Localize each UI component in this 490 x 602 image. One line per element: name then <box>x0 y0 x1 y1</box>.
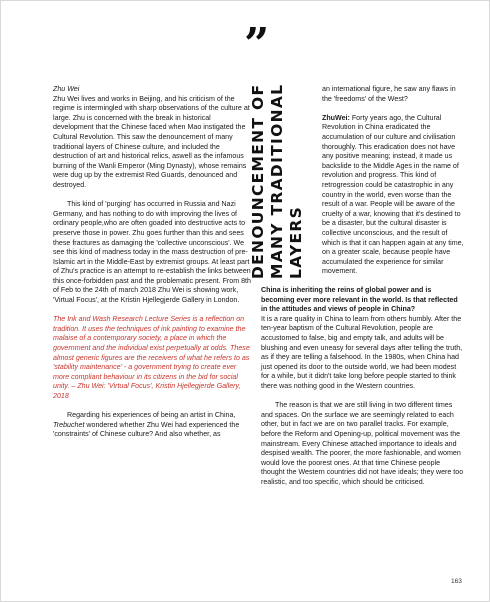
answer-label: ZhuWei: <box>322 113 350 122</box>
answer-paragraph-2: The reason is that we are still living in two different times and spaces. On the surface we are seemingly related to each other, but in fact we are on two parallel tracks. For example, before the Reform and Opening-up, political movement was the mainstream. Every Chinese attached importance to ideals and despised wealth. The poorer, the more fashionable, and women would love the poorest ones. At that time Chinese people thought the Western countries did not have ideals; they were too realistic, and too specific, which should be criticised. <box>261 401 464 486</box>
paragraph-purging: This kind of 'purging' has occurred in Russia and Nazi Germany, and has nothing to do with improving the lives of ordinary people,who are often goaded into destructive acts to preserve those in power. Zhu goes further than this and sees these fractures as damaging the 'collective unconscious'. We see this kind of madness today in the mass destruction of pre-Islamic art in the Middle-East by extremist groups. At least part of Zhu's practice is an attempt to re-establish the links between this once-forbidden past and the problematic present. From 8th of Feb to the 24th of march 2018 Zhu Wei is showing work, 'Virtual Focus', at the Kristin Hjellegjerde Gallery in London. <box>53 200 251 305</box>
red-quote <box>53 315 253 401</box>
interview-question: China is inheriting the reins of global power and is becoming ever more relevant in the world. Is that reflected in the attitudes and views of people in China? <box>261 286 458 314</box>
paragraph-question-intro <box>53 411 253 440</box>
heading-text <box>249 84 306 279</box>
publication-name: Trebuchet <box>53 420 85 429</box>
question-intro-end: wondered whether Zhu Wei had experienced the 'constraints' of Chinese culture? And also whether, as <box>53 420 240 439</box>
red-quote-text: The Ink and Wash Research Lecture Series is a reflection on tradition. It uses the techniques of ink painting to examine the malaise of a contemporary society, a place in which the government and the individual exist perpetually at odds. These almost generic figures are the receivers of what he refers to as 'stability maintenance' - a government trying to create ever more compliant behaviour in its citizens in the bid for social unity. <box>53 315 250 391</box>
answer-text: Forty years ago, the Cultural Revolution in China eradicated the accumulation of our culture and civilisation thoroughly. This eradication does not have any positive meaning; instead, it made us backslide to the Middle Ages in the name of revolution and progress. This kind of retrogression could be catastrophic in any country in the world, even worse than the result of a war. People will be aware of the cruelty of a war, knowing that it's destined to be a disaster, but the cultural disaster is collective unconscious, and the result of which is that it can happen again at any time, on a greater scale, because people have accumulated the experience for similar movement. <box>322 113 464 276</box>
left-column <box>53 85 253 440</box>
question-intro-start: Regarding his experiences of being an artist in China, <box>67 411 236 420</box>
vertical-heading <box>245 83 319 279</box>
heading-line-3: LAYERS <box>287 205 305 279</box>
paragraph-intro: Zhu Wei lives and works in Beijing, and his criticism of the regime is intermingled with sharp observations of the culture at large. Zhu is concerned with the break in historical development that the Chinese faced when Mao instigated the Cultural Revolution. This saw the denouncement of many traditional layers of Chinese culture, and included the destruction of art and historical relics, aswell as the infamous burning of the Wanli Emperor (Ming Dynasty), whose remains were dug up by the extremist Red Guards, denounced and destroyed. <box>53 94 250 189</box>
answer-paragraph <box>322 114 465 277</box>
artist-name: Zhu Wei <box>53 85 80 93</box>
question-continuation: an international figure, he saw any flaws in the 'freedoms' of the West? <box>322 85 456 103</box>
page-number: 163 <box>451 578 462 585</box>
pull-quote-mark: ” <box>244 19 270 70</box>
right-top-column <box>322 85 465 277</box>
heading-line-1: DENOUNCEMENT OF <box>249 83 267 279</box>
right-column <box>261 286 465 487</box>
red-quote-credit: – Zhu Wei: 'Virtual Focus', Kristin Hjellegjerde Gallery, 2018 <box>53 382 241 400</box>
heading-line-2: MANY TRADITIONAL <box>268 83 286 279</box>
answer-paragraph-1: It is a rare quality in China to learn from others humbly. After the ten-year baptism of the Cultural Revolution, people are accustomed to false, big and empty talk, and adults will be blushing and even uneasy for several days after telling the truth, as if they are telling a falsehood. In the 1980s, when China had just opened its door to the outside world, we had been modest for a while, but it didn't take long before people started to think there was nothing good in the Western countries. <box>261 314 463 390</box>
